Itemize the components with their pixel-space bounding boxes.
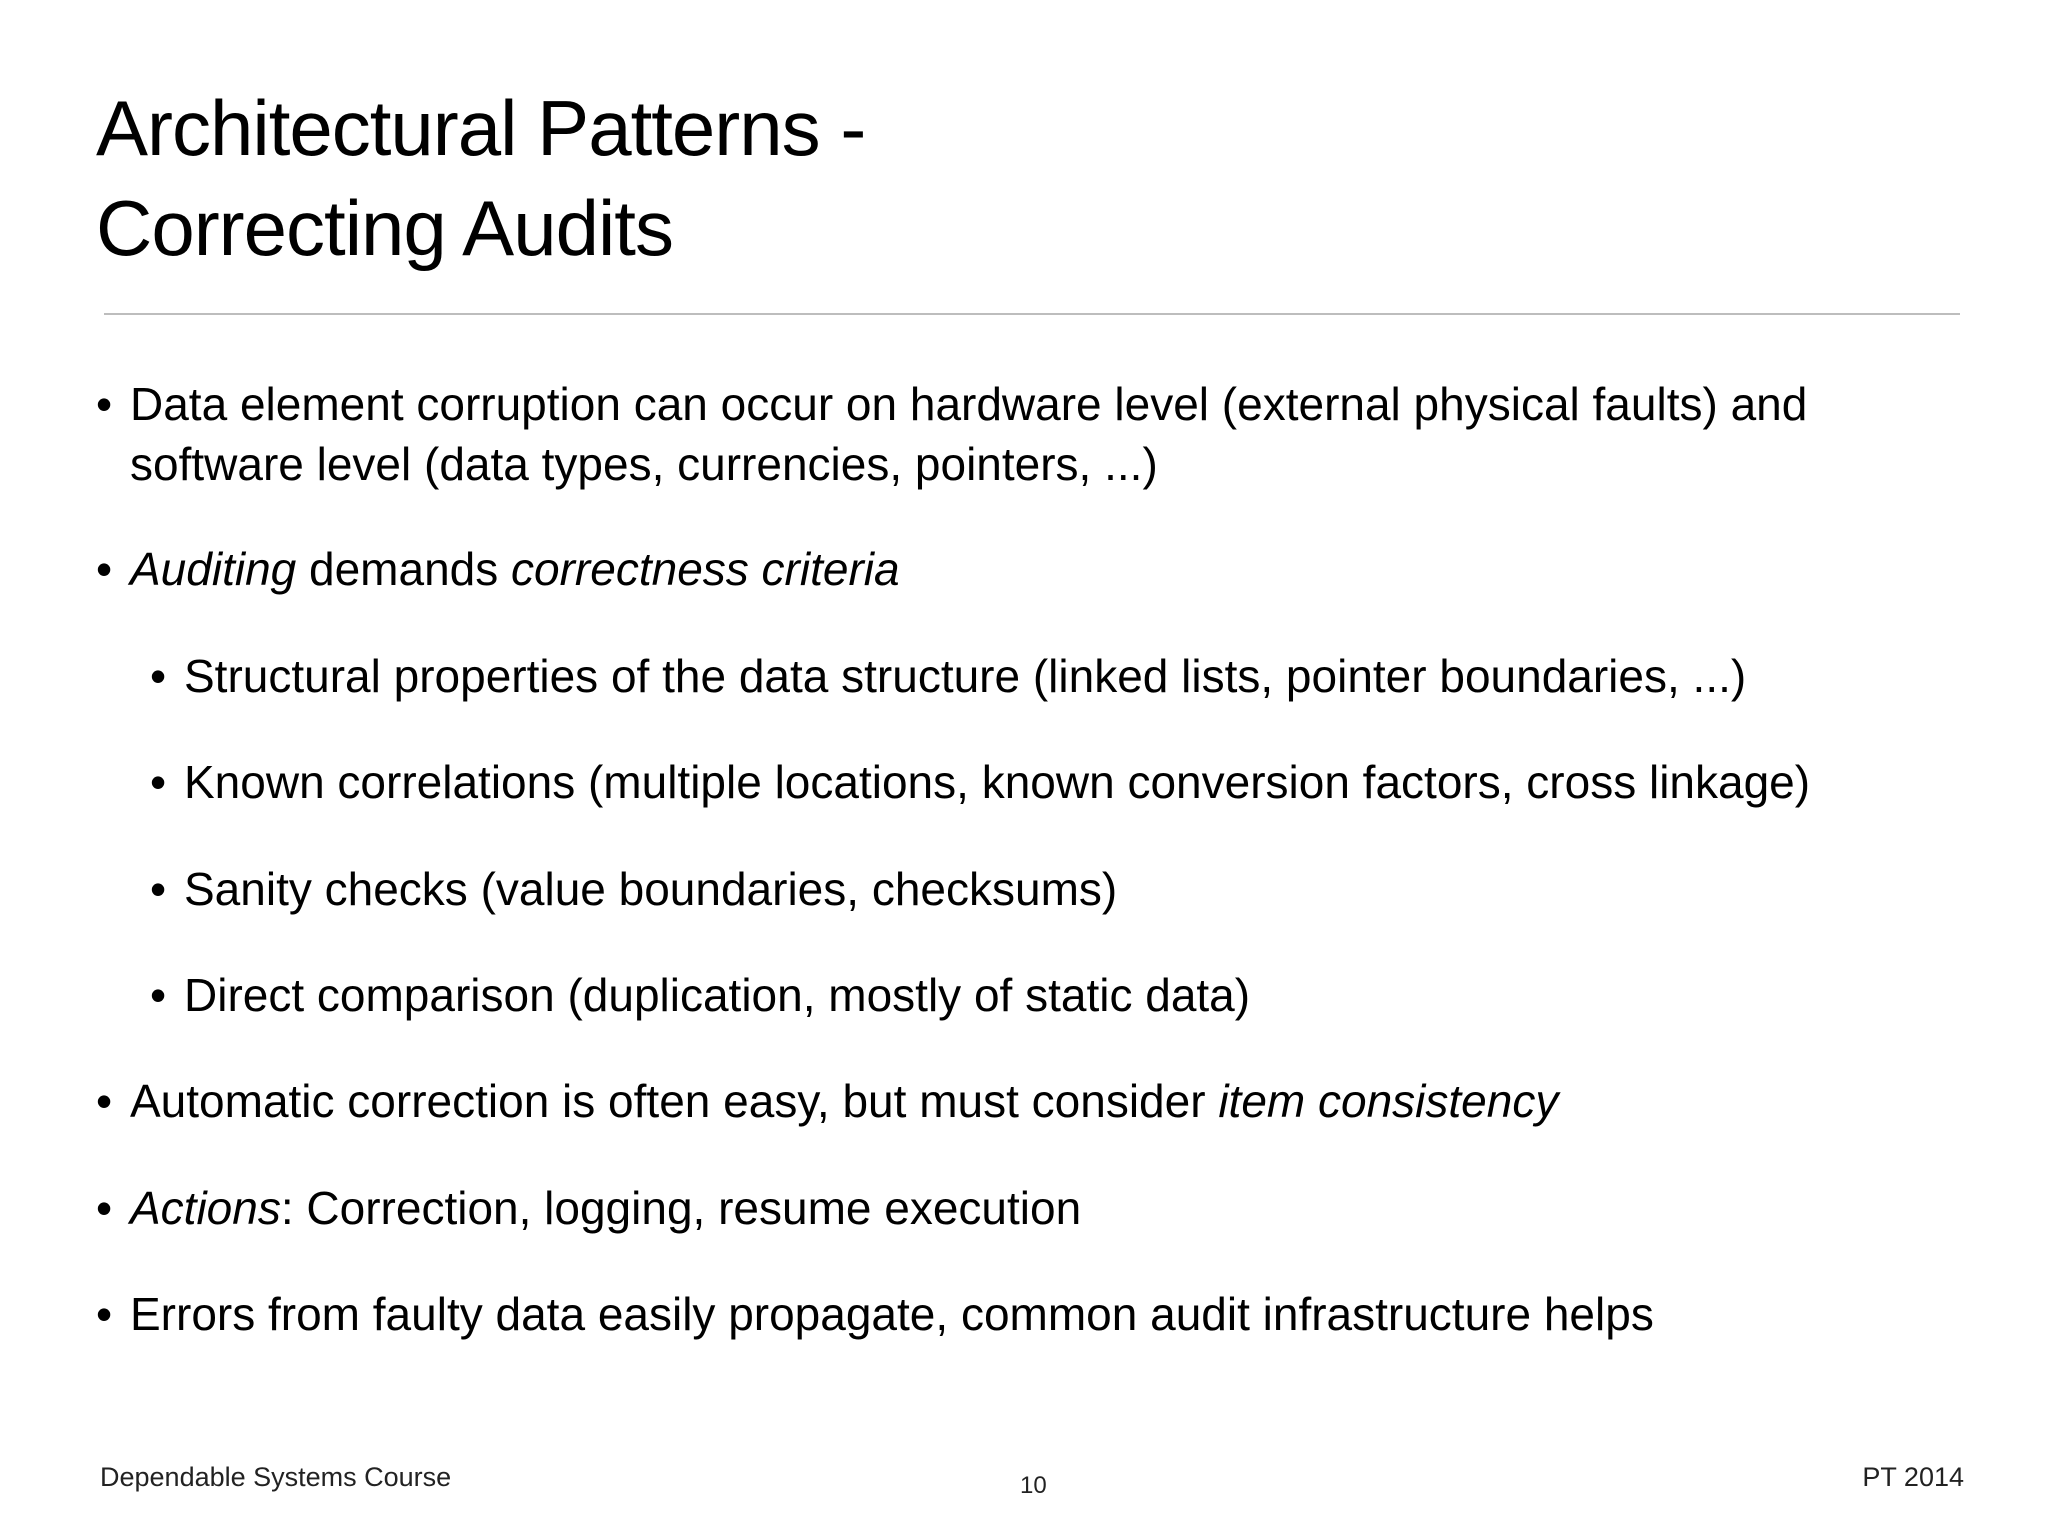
bullet-marker: • — [96, 1288, 113, 1340]
bullet-marker: • — [150, 969, 167, 1021]
sub-bullet-structural — [150, 646, 1747, 706]
bullet-item-automatic-correction — [96, 1071, 1559, 1131]
bullet-text: Sanity checks (value boundaries, checksums) — [184, 863, 1118, 915]
bullet-text: demands — [296, 543, 512, 595]
bullet-text: Structural properties of the data structure (linked lists, pointer boundaries, ...) — [184, 650, 1747, 702]
bullet-item-errors — [96, 1284, 1654, 1344]
bullet-item-corruption — [96, 374, 1808, 494]
footer-page-number: 10 — [1020, 1472, 1047, 1499]
sub-bullet-sanity — [150, 859, 1118, 919]
title-divider — [104, 313, 1960, 315]
bullet-text-continued: software level (data types, currencies, pointers, ...) — [130, 438, 1158, 490]
slide-title-line-2: Correcting Audits — [96, 184, 673, 272]
slide-title — [96, 78, 865, 278]
bullet-marker: • — [150, 756, 167, 808]
bullet-marker: • — [150, 863, 167, 915]
bullet-text: Automatic correction is often easy, but must consider — [130, 1075, 1219, 1127]
sub-bullet-comparison — [150, 965, 1251, 1025]
bullet-emphasis: item consistency — [1218, 1075, 1559, 1127]
bullet-item-auditing — [96, 539, 900, 599]
bullet-text: Data element corruption can occur on hardware level (external physical faults) and — [130, 378, 1808, 430]
slide-title-line-1: Architectural Patterns - — [96, 84, 866, 172]
footer-course: Dependable Systems Course — [100, 1462, 452, 1492]
bullet-marker: • — [96, 543, 113, 595]
bullet-emphasis: Auditing — [130, 543, 297, 595]
bullet-marker: • — [96, 1075, 113, 1127]
bullet-marker: • — [150, 650, 167, 702]
bullet-emphasis: correctness criteria — [511, 543, 900, 595]
sub-bullet-correlations — [150, 752, 1811, 812]
bullet-item-actions — [96, 1178, 1082, 1238]
bullet-emphasis: Actions — [130, 1182, 281, 1234]
bullet-text: Known correlations (multiple locations, known conversion factors, cross linkage) — [184, 756, 1811, 808]
bullet-marker: • — [96, 378, 113, 430]
bullet-text: Errors from faulty data easily propagate, common audit infrastructure helps — [130, 1288, 1654, 1340]
bullet-marker: • — [96, 1182, 113, 1234]
bullet-text: : Correction, logging, resume execution — [280, 1182, 1082, 1234]
bullet-text: Direct comparison (duplication, mostly of static data) — [184, 969, 1251, 1021]
footer-term: PT 2014 — [1862, 1462, 1964, 1492]
